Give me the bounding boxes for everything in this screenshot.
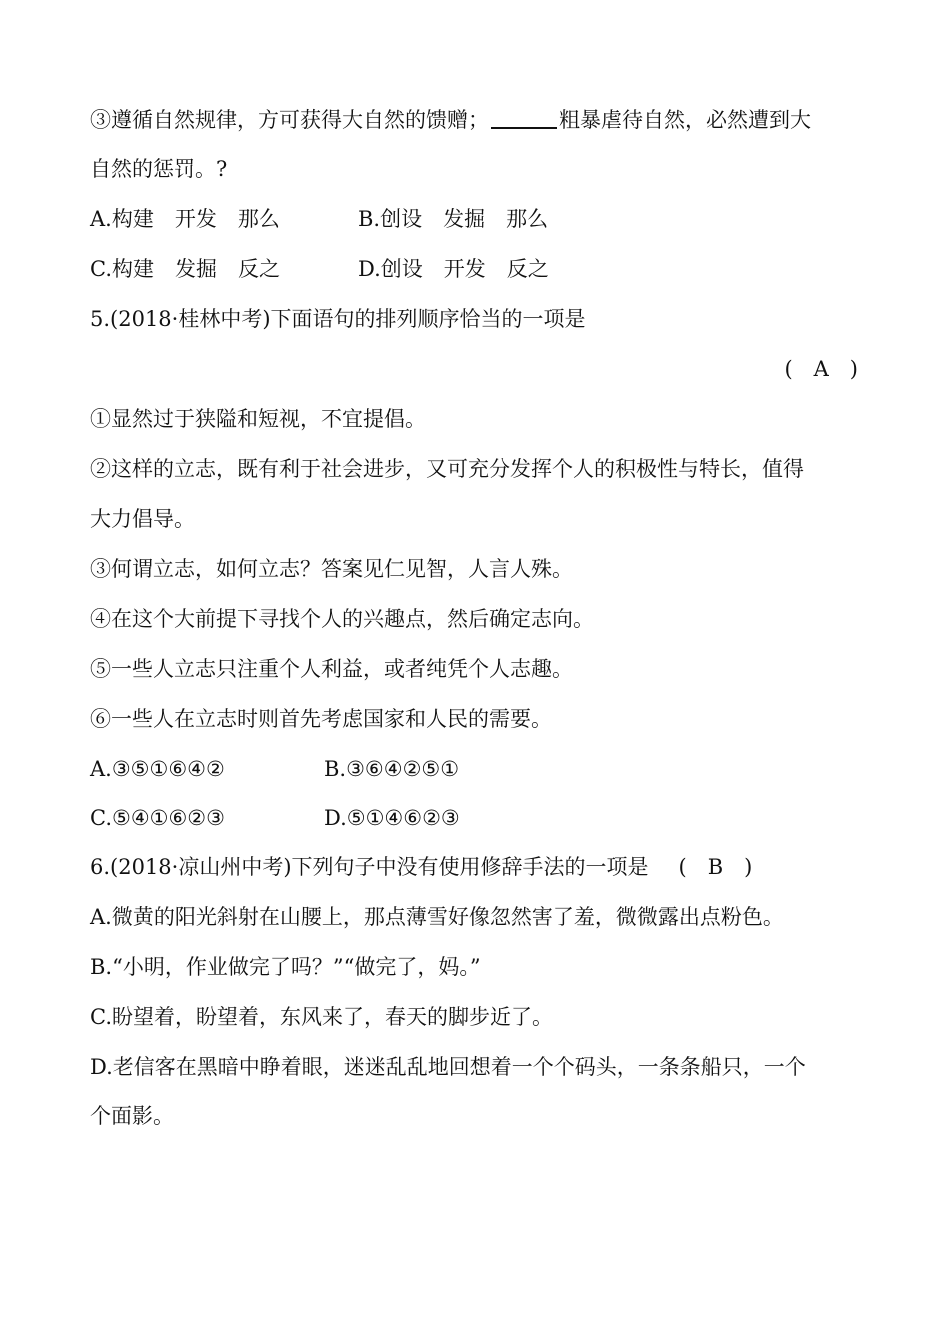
fill-blank <box>491 107 557 129</box>
q5-option-b: B.③⑥④②⑤① <box>324 757 460 781</box>
q5-option-d: D.⑤①④⑥②③ <box>324 806 460 830</box>
q5-stem: 5.(2018·桂林中考)下面语句的排列顺序恰当的一项是 <box>90 307 586 331</box>
q4-item3-line2: 自然的惩罚。? <box>90 157 228 181</box>
q4-option-b: B.创设 发掘 那么 <box>358 207 549 231</box>
q5-item-2: ②这样的立志，既有利于社会进步，又可充分发挥个人的积极性与特长，值得 <box>90 457 804 481</box>
q5-option-c: C.⑤④①⑥②③ <box>90 806 225 830</box>
q6-option-d-cont: 个面影。 <box>90 1104 174 1128</box>
q6-answer: ( B ) <box>678 855 753 879</box>
q4-option-d: D.创设 开发 反之 <box>358 257 549 281</box>
q6-stem-line <box>90 852 752 882</box>
q6-option-c: C.盼望着，盼望着，东风来了，春天的脚步近了。 <box>90 1005 553 1029</box>
q6-option-b: B.“小明，作业做完了吗？”“做完了，妈。” <box>90 955 481 979</box>
q5-item-1: ①显然过于狭隘和短视，不宜提倡。 <box>90 407 426 431</box>
q5-item-5: ⑤一些人立志只注重个人利益，或者纯凭个人志趣。 <box>90 657 573 681</box>
q5-option-a: A.③⑤①⑥④② <box>90 757 225 781</box>
q4-item3-text-b: 粗暴虐待自然，必然遭到大 <box>559 108 811 132</box>
q5-item-4: ④在这个大前提下寻找个人的兴趣点，然后确定志向。 <box>90 607 594 631</box>
q4-option-a: A.构建 开发 那么 <box>90 207 280 231</box>
q5-item-2-cont: 大力倡导。 <box>90 507 195 531</box>
q6-option-a: A.微黄的阳光斜射在山腰上，那点薄雪好像忽然害了羞，微微露出点粉色。 <box>90 905 784 929</box>
q6-option-d: D.老信客在黑暗中睁着眼，迷迷乱乱地回想着一个个码头，一条条船只，一个 <box>90 1055 806 1079</box>
q4-item3-text-a: ③遵循自然规律，方可获得大自然的馈赠； <box>90 108 489 132</box>
q4-item3-line1 <box>90 105 811 135</box>
q6-stem: 6.(2018·凉山州中考)下列句子中没有使用修辞手法的一项是 <box>90 855 649 879</box>
q5-answer: ( A ) <box>784 357 858 381</box>
q5-item-6: ⑥一些人在立志时则首先考虑国家和人民的需要。 <box>90 707 552 731</box>
q5-item-3: ③何谓立志，如何立志？答案见仁见智，人言人殊。 <box>90 557 573 581</box>
q4-option-c: C.构建 发掘 反之 <box>90 257 280 281</box>
